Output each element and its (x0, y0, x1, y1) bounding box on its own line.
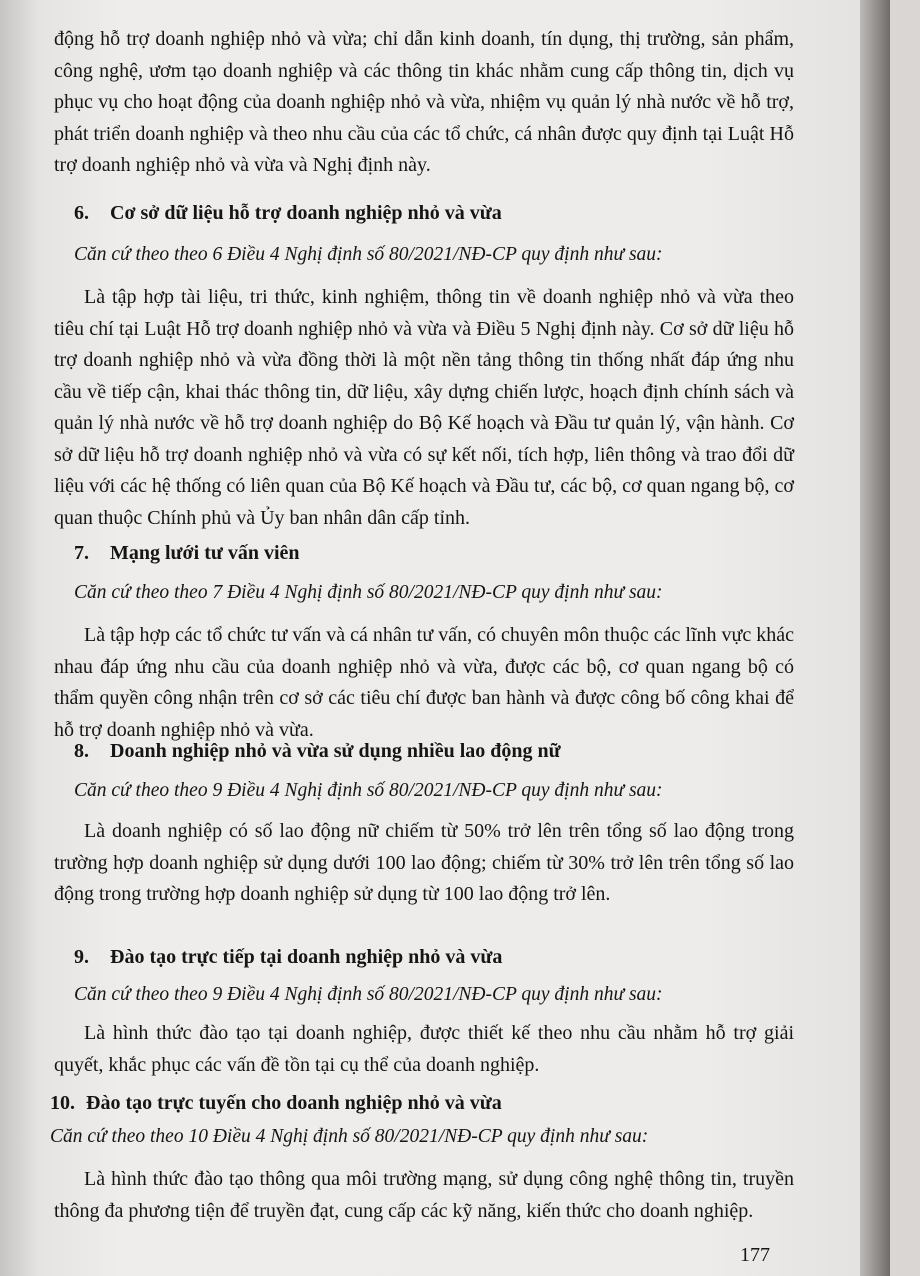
section-title: Doanh nghiệp nhỏ và vừa sử dụng nhiều lao động nữ (110, 740, 561, 762)
section-number: 7. (74, 542, 89, 564)
section-title: Cơ sở dữ liệu hỗ trợ doanh nghiệp nhỏ và vừa (110, 202, 502, 224)
section-number: 10. (50, 1092, 75, 1114)
section-number: 8. (74, 740, 89, 762)
section-number: 9. (74, 946, 89, 968)
section-body-7 (54, 620, 794, 746)
section-heading-8 (74, 740, 561, 763)
section-title: Mạng lưới tư vấn viên (110, 542, 300, 564)
section-heading-6 (74, 202, 502, 225)
section-body-6 (54, 282, 794, 534)
section-heading-10 (50, 1092, 502, 1115)
paragraph-text: Là hình thức đào tạo tại doanh nghiệp, được thiết kế theo nhu cầu nhằm hỗ trợ giải quyết, khắc phục các vấn đề tồn tại cụ thể của doanh nghiệp. (54, 1022, 794, 1076)
paragraph-text: Là doanh nghiệp có số lao động nữ chiếm từ 50% trở lên trên tổng số lao động trong trường hợp doanh nghiệp sử dụng dưới 100 lao động; chiếm từ 30% trở lên trên tổng số lao động trong trường hợp doanh nghiệp sử dụng từ 100 lao động trở lên. (54, 820, 794, 905)
section-body-9 (54, 1018, 794, 1081)
legal-basis-9: Căn cứ theo theo 9 Điều 4 Nghị định số 80/2021/NĐ-CP quy định như sau: (74, 984, 663, 1005)
section-title: Đào tạo trực tuyến cho doanh nghiệp nhỏ và vừa (86, 1092, 502, 1114)
section-number: 6. (74, 202, 89, 224)
continued-paragraph (54, 24, 794, 182)
paragraph-text: động hỗ trợ doanh nghiệp nhỏ và vừa; chỉ dẫn kinh doanh, tín dụng, thị trường, sản phẩm, công nghệ, ươm tạo doanh nghiệp và các thông tin khác nhằm cung cấp thông tin, dịch vụ phục vụ cho hoạt động của doanh nghiệp nhỏ và vừa, nhiệm vụ quản lý nhà nước về hỗ trợ, phát triển doanh nghiệp và theo nhu cầu của các tổ chức, cá nhân được quy định tại Luật Hỗ trợ doanh nghiệp nhỏ và vừa và Nghị định này. (54, 28, 794, 176)
legal-basis-7: Căn cứ theo theo 7 Điều 4 Nghị định số 80/2021/NĐ-CP quy định như sau: (74, 582, 663, 603)
paragraph-text: Là hình thức đào tạo thông qua môi trường mạng, sử dụng công nghệ thông tin, truyền thông đa phương tiện để truyền đạt, cung cấp các kỹ năng, kiến thức cho doanh nghiệp. (54, 1168, 794, 1222)
section-body-8 (54, 816, 794, 911)
page-number: 177 (740, 1244, 770, 1266)
legal-basis-6: Căn cứ theo theo 6 Điều 4 Nghị định số 80/2021/NĐ-CP quy định như sau: (74, 244, 663, 265)
paragraph-text: Là tập hợp các tổ chức tư vấn và cá nhân tư vấn, có chuyên môn thuộc các lĩnh vực khác nhau đáp ứng nhu cầu của doanh nghiệp nhỏ và vừa, được các bộ, cơ quan ngang bộ có thẩm quyền công nhận trên cơ sở các tiêu chí được ban hành và được công bố công khai để hỗ trợ doanh nghiệp nhỏ và vừa. (54, 624, 794, 741)
legal-basis-8: Căn cứ theo theo 9 Điều 4 Nghị định số 80/2021/NĐ-CP quy định như sau: (74, 780, 663, 801)
book-spine (860, 0, 890, 1276)
section-heading-7 (74, 542, 300, 565)
section-heading-9 (74, 946, 502, 969)
section-title: Đào tạo trực tiếp tại doanh nghiệp nhỏ và vừa (110, 946, 503, 968)
section-body-10 (54, 1164, 794, 1227)
legal-basis-10: Căn cứ theo theo 10 Điều 4 Nghị định số 80/2021/NĐ-CP quy định như sau: (50, 1126, 649, 1147)
paragraph-text: Là tập hợp tài liệu, tri thức, kinh nghiệm, thông tin về doanh nghiệp nhỏ và vừa theo tiêu chí tại Luật Hỗ trợ doanh nghiệp nhỏ và vừa và Điều 5 Nghị định này. Cơ sở dữ liệu hỗ trợ doanh nghiệp nhỏ và vừa đồng thời là một nền tảng thông tin thống nhất đáp ứng nhu cầu về tiếp cận, khai thác thông tin, dữ liệu, xây dựng chiến lược, hoạch định chính sách và quản lý nhà nước về hỗ trợ doanh nghiệp do Bộ Kế hoạch và Đầu tư quản lý, vận hành. Cơ sở dữ liệu hỗ trợ doanh nghiệp nhỏ và vừa có sự kết nối, tích hợp, liên thông và trao đổi dữ liệu với các hệ thống có liên quan của Bộ Kế hoạch và Đầu tư, các bộ, cơ quan ngang bộ, cơ quan thuộc Chính phủ và Ủy ban nhân dân cấp tỉnh. (54, 286, 794, 529)
